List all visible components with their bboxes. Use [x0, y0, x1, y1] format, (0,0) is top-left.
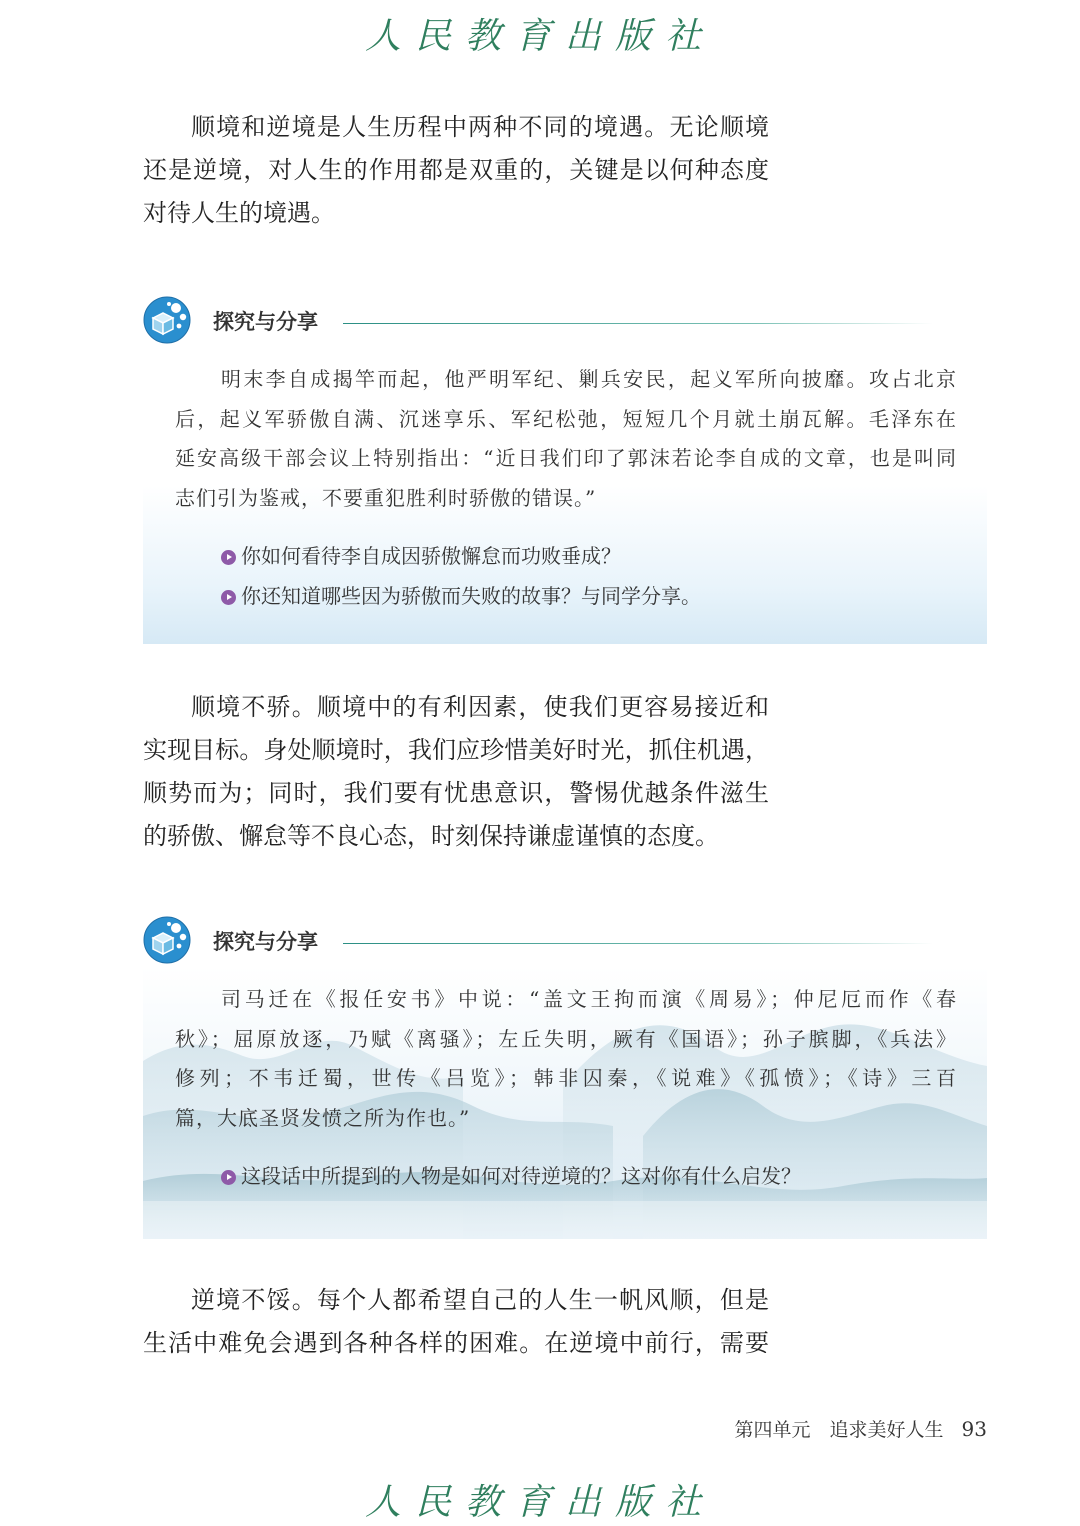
publisher-watermark-bottom: 人民教育出版社: [364, 1482, 715, 1523]
section-title: 探究与分享: [213, 310, 318, 334]
text-line: 延安高级干部会议上特别指出：“近日我们印了郭沫若论李自成的文章，也是叫同: [175, 446, 957, 470]
text-line: 秋》；屈原放逐，乃赋《离骚》；左丘失明，厥有《国语》；孙子膑脚，《兵法》: [175, 1026, 957, 1051]
paragraph-intro: [143, 106, 769, 235]
section-header-explore-2: [143, 916, 933, 966]
explore-box-2: [143, 966, 987, 1239]
text-line: 顺境不骄。顺境中的有利因素，使我们更容易接近和: [191, 693, 769, 721]
page-number: 93: [961, 1417, 987, 1441]
text-line: 志们引为鉴戒，不要重犯胜利时骄傲的错误。”: [175, 485, 597, 510]
play-bullet-icon: [221, 590, 236, 605]
play-bullet-icon: [221, 550, 236, 565]
play-bullet-icon: [221, 1170, 236, 1185]
cube-bubbles-icon: [143, 916, 191, 964]
question-item: 这段话中所提到的人物是如何对待逆境的？这对你有什么启发？: [221, 1160, 801, 1189]
unit-title: 第四单元 追求美好人生: [734, 1419, 944, 1441]
text-line: 生活中难免会遇到各种各样的困难。在逆境中前行，需要: [143, 1329, 769, 1357]
question-item: 你如何看待李自成因骄傲懈怠而功败垂成？: [221, 540, 621, 569]
text-line: 逆境不馁。每个人都希望自己的人生一帆风顺，但是: [191, 1286, 769, 1314]
page-footer: [735, 1415, 987, 1442]
explore-text: [175, 360, 957, 518]
text-line: 修列；不韦迁蜀，世传《吕览》；韩非囚秦，《说难》《孤愤》；《诗》三百: [175, 1066, 957, 1090]
cube-bubbles-icon: [143, 296, 191, 344]
text-line: 明末李自成揭竿而起，他严明军纪、剿兵安民，起义军所向披靡。攻占北京: [221, 367, 957, 391]
text-line: 司马迁在《报任安书》中说：“盖文王拘而演《周易》；仲尼厄而作《春: [221, 987, 957, 1011]
section-divider: [343, 323, 933, 324]
text-line: 实现目标。身处顺境时，我们应珍惜美好时光，抓住机遇，: [143, 736, 769, 764]
section-divider: [343, 943, 933, 944]
text-line: 的骄傲、懈怠等不良心态，时刻保持谦虚谨慎的态度。: [143, 822, 719, 850]
section-title: 探究与分享: [213, 930, 318, 954]
explore-box-1: [143, 356, 987, 644]
paragraph-adversity: [143, 1279, 769, 1365]
text-line: 顺势而为；同时，我们要有忧患意识，警惕优越条件滋生: [143, 779, 769, 807]
text-line: 还是逆境，对人生的作用都是双重的，关键是以何种态度: [143, 156, 769, 184]
paragraph-prosperity: [143, 686, 769, 858]
text-line: 对待人生的境遇。: [143, 199, 335, 227]
text-line: 后，起义军骄傲自满、沉迷享乐、军纪松弛，短短几个月就土崩瓦解。毛泽东在: [175, 406, 957, 431]
publisher-watermark-top: 人民教育出版社: [364, 16, 715, 57]
explore-text: [175, 980, 957, 1138]
question-item: 你还知道哪些因为骄傲而失败的故事？与同学分享。: [221, 580, 701, 609]
text-line: 顺境和逆境是人生历程中两种不同的境遇。无论顺境: [191, 113, 769, 141]
section-header-explore-1: [143, 296, 933, 346]
text-line: 篇，大底圣贤发愤之所为作也。”: [175, 1105, 471, 1130]
